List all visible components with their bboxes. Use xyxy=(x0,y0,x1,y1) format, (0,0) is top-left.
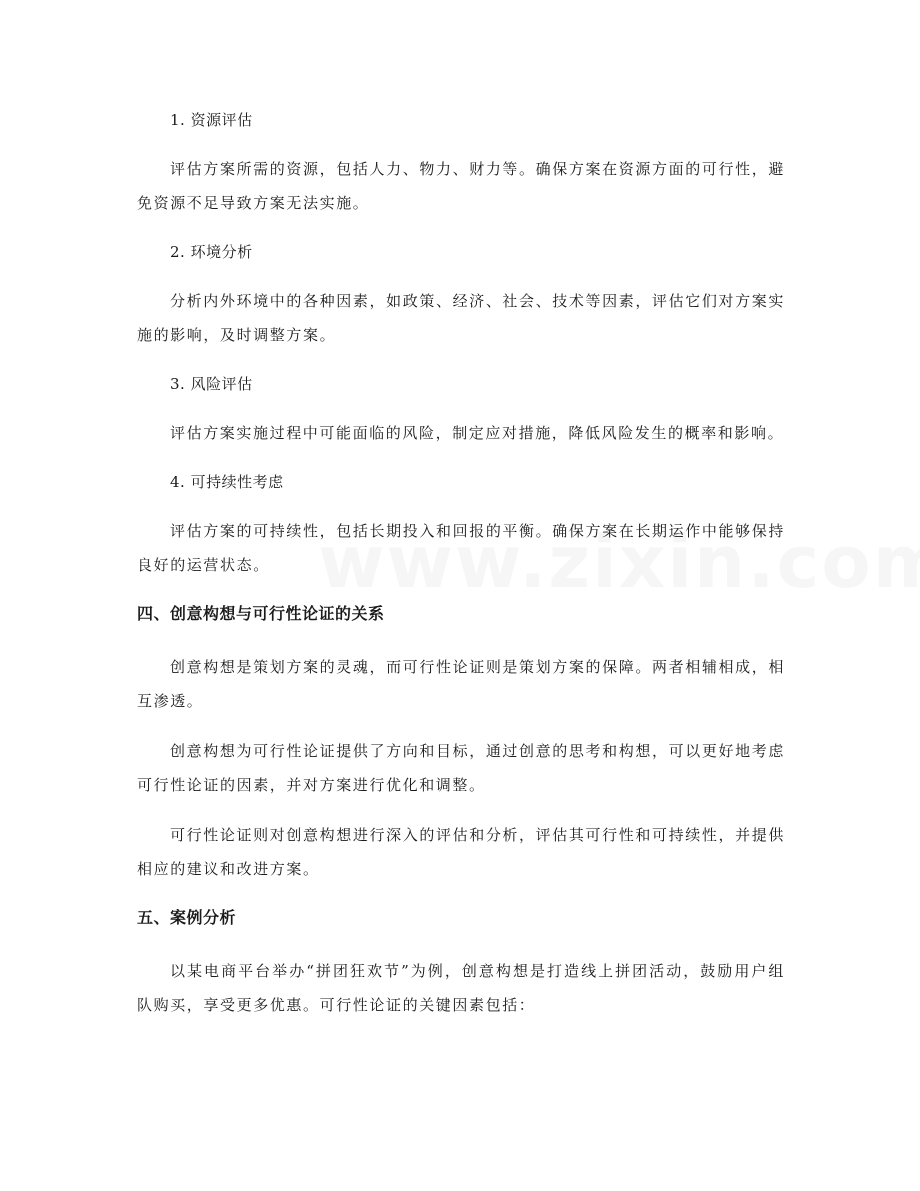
item-text-risk: 评估方案实施过程中可能面临的风险，制定应对措施，降低风险发生的概率和影响。 xyxy=(170,424,785,442)
item-title-sustainability: 4. 可持续性考虑 xyxy=(170,473,284,491)
paragraph-relationship-2: 创意构想为可行性论证提供了方向和目标，通过创意的思考和构想，可以更好地考虑可行性论证的因素，并对方案进行优化和调整。 xyxy=(137,742,785,794)
item-title-environment: 2. 环境分析 xyxy=(170,243,253,261)
paragraph-relationship-1: 创意构想是策划方案的灵魂，而可行性论证则是策划方案的保障。两者相辅相成，相互渗透。 xyxy=(137,658,785,710)
paragraph-case-study-1: 以某电商平台举办“拼团狂欢节”为例，创意构想是打造线上拼团活动，鼓励用户组队购买，享受更多优惠。可行性论证的关键因素包括： xyxy=(137,962,785,1014)
section-heading-relationship: 四、创意构想与可行性论证的关系 xyxy=(137,604,385,623)
paragraph-relationship-3: 可行性论证则对创意构想进行深入的评估和分析，评估其可行性和可持续性，并提供相应的建议和改进方案。 xyxy=(137,826,785,878)
item-title-risk: 3. 风险评估 xyxy=(170,375,253,393)
item-text-environment: 分析内外环境中的各种因素，如政策、经济、社会、技术等因素，评估它们对方案实施的影响，及时调整方案。 xyxy=(137,292,785,344)
section-heading-case-study: 五、案例分析 xyxy=(137,908,237,927)
item-text-sustainability: 评估方案的可持续性，包括长期投入和回报的平衡。确保方案在长期运作中能够保持良好的运营状态。 xyxy=(137,522,785,574)
item-title-resource: 1. 资源评估 xyxy=(170,111,253,129)
item-text-resource: 评估方案所需的资源，包括人力、物力、财力等。确保方案在资源方面的可行性，避免资源不足导致方案无法实施。 xyxy=(137,160,785,212)
document-body xyxy=(137,104,785,1038)
